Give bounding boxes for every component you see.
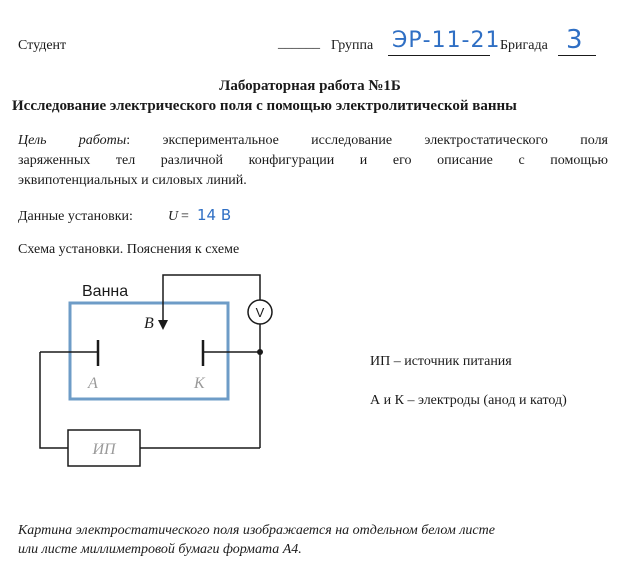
- junction-dot: [257, 349, 263, 355]
- group-value[interactable]: ЭР-11-21: [392, 28, 501, 53]
- goal-text-1: : экспериментальное исследование электростатического поля: [126, 133, 609, 148]
- note-line-2: или листе миллиметровой бумаги формата А4.: [18, 542, 302, 557]
- brigade-underline: [558, 55, 596, 56]
- probe-arrow: [158, 320, 168, 330]
- goal-label: Цель работы: [18, 133, 127, 148]
- power-source-label: ИП: [92, 441, 116, 458]
- page-subtitle: Исследование электрического поля с помощью электролитической ванны: [12, 98, 517, 114]
- setup-eq: =: [181, 209, 189, 224]
- setup-var: U: [168, 209, 179, 224]
- setup-value[interactable]: 14 В: [197, 206, 232, 224]
- goal-line-2: заряженных тел различной конфигурации и его описание с помощью: [18, 153, 608, 168]
- note-line-1: Картина электростатического поля изображается на отдельном белом листе: [18, 523, 495, 538]
- probe-label: B: [144, 315, 154, 332]
- student-label: Студент: [18, 38, 67, 53]
- wire-left-down: [40, 352, 68, 448]
- setup-label: Данные установки:: [18, 209, 133, 224]
- voltmeter-label: V: [255, 305, 265, 320]
- goal-line-1: [18, 133, 608, 149]
- group-underline: [388, 55, 490, 56]
- brigade-value[interactable]: 3: [566, 25, 583, 55]
- electrode-k-label: K: [194, 375, 205, 392]
- bath-label: Ванна: [82, 283, 129, 300]
- brigade-label: Бригада: [500, 38, 548, 53]
- student-blank[interactable]: ______: [278, 36, 320, 51]
- page-title: Лабораторная работа №1Б: [219, 78, 401, 94]
- scheme-heading: Схема установки. Пояснения к схеме: [18, 242, 240, 257]
- electrode-a-label: A: [88, 375, 98, 392]
- legend-ak: А и К – электроды (анод и катод): [370, 393, 567, 408]
- group-label: Группа: [331, 38, 374, 53]
- legend-ip: ИП – источник питания: [370, 354, 512, 369]
- goal-line-3: эквипотенциальных и силовых линий.: [18, 173, 247, 188]
- circuit-diagram: [28, 270, 298, 475]
